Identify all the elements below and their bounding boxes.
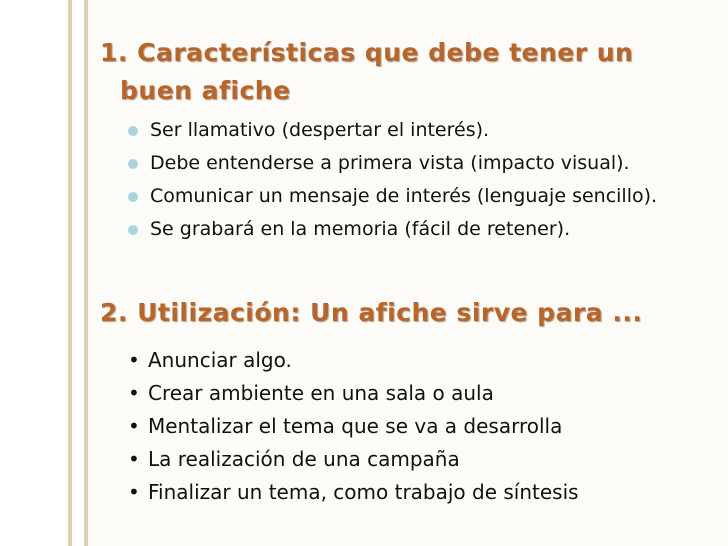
section1-list (126, 117, 716, 249)
list-item (126, 476, 716, 509)
list-item (126, 377, 716, 410)
list-item-text: Comunicar un mensaje de interés (lenguaje sencillo). (150, 185, 658, 207)
list-item (126, 183, 716, 210)
bullet-icon: • (128, 447, 140, 471)
list-item-text: Debe entenderse a primera vista (impacto visual). (150, 152, 630, 174)
bullet-icon: • (128, 414, 140, 438)
list-item-text: Mentalizar el tema que se va a desarrolla (148, 414, 563, 438)
list-item-text: Crear ambiente en una sala o aula (148, 381, 494, 405)
bullet-icon: • (128, 381, 140, 405)
list-item-text: Anunciar algo. (148, 348, 292, 372)
frame-border-inner (84, 0, 88, 546)
list-item (126, 216, 716, 243)
bullet-dot-icon (128, 192, 138, 202)
section2-list (126, 344, 716, 509)
bullet-icon: • (128, 348, 140, 372)
section1-heading-line2: buen afiche (120, 76, 291, 105)
frame-border-outer (68, 0, 72, 546)
list-item (126, 410, 716, 443)
list-item (126, 150, 716, 177)
bullet-dot-icon (128, 225, 138, 235)
section1-heading-line1: 1. Características que debe tener un (100, 38, 634, 67)
list-item-text: La realización de una campaña (148, 447, 460, 471)
list-item-text: Finalizar un tema, como trabajo de síntesis (148, 480, 579, 504)
list-item-text: Ser llamativo (despertar el interés). (150, 119, 490, 141)
list-item (126, 117, 716, 144)
list-item (126, 344, 716, 377)
bullet-dot-icon (128, 126, 138, 136)
section1-heading (100, 34, 660, 110)
slide-left-margin (0, 0, 68, 546)
bullet-icon: • (128, 480, 140, 504)
list-item (126, 443, 716, 476)
bullet-dot-icon (128, 159, 138, 169)
section2-heading: 2. Utilización: Un afiche sirve para ... (100, 298, 643, 327)
list-item-text: Se grabará en la memoria (fácil de retener). (150, 218, 571, 240)
